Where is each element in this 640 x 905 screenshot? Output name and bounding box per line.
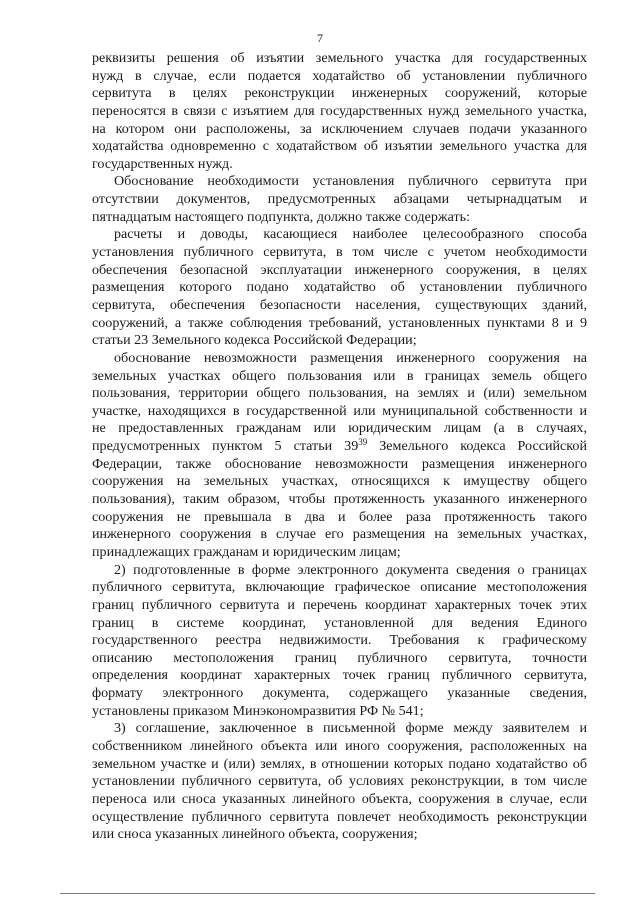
text-segment: предусмотренных пунктом 5 статьи 39 <box>92 438 359 455</box>
text-line: расчеты и доводы, касающиеся наиболее целесообразного способа <box>114 226 587 243</box>
text-line: 2) подготовленные в форме электронного документа сведения о границах <box>114 561 587 578</box>
text-line: собственником линейного объекта или иного сооружения, расположенных на <box>92 737 587 754</box>
text-line: установлении публичного сервитута, об условиях реконструкции, в том числе <box>92 773 587 790</box>
text-line: статьи 23 Земельного кодекса Российской Федерации; <box>92 332 417 349</box>
text-line: переноса или сноса указанных линейного объекта, сооружения в случае, если <box>92 790 587 807</box>
text-line: сервитута, обеспечения безопасности населения, существующих зданий, <box>92 296 587 313</box>
text-line: пользования), таким образом, чтобы протяженность указанного инженерного <box>92 491 587 508</box>
text-line: нужд в случае, если подается ходатайство об установлении публичного <box>92 67 587 84</box>
text-line: реквизиты решения об изъятии земельного участка для государственных <box>92 50 587 66</box>
paragraph-1 <box>92 50 587 173</box>
text-line: сооружения не превышала в два и более раза протяженность такого <box>92 508 587 525</box>
text-line: установлены приказом Минэкономразвития РФ № 541; <box>92 702 424 719</box>
text-line: пользования, территории общего пользования, на землях и (или) земельном <box>92 385 587 402</box>
paragraph-2 <box>92 173 587 226</box>
document-body <box>92 50 587 844</box>
text-line: переносятся в связи с изъятием для государственных нужд земельного участка, <box>92 102 587 119</box>
text-line: не предоставленных гражданам или юридическим лицам (а в случаях, <box>92 420 587 437</box>
text-line: ходатайства одновременно с ходатайством об изъятии земельного участка для <box>92 138 587 155</box>
text-line: или сноса указанных линейного объекта, сооружения; <box>92 826 418 843</box>
text-line: государственных нужд. <box>92 155 233 172</box>
page-number: 7 <box>317 31 323 45</box>
text-line: сервитута в целях реконструкции инженерных сооружений, которые <box>92 85 587 102</box>
text-line: Федерации, также обоснование невозможности размещения инженерного <box>92 455 587 472</box>
text-line: земельном участке и (или) землях, в отношении которых подано ходатайство об <box>92 755 587 772</box>
text-line: формату электронного документа, содержащего указанные сведения, <box>92 685 587 702</box>
text-line: определения координат характерных точек границ публичного сервитута, <box>92 667 587 684</box>
text-line: сооружений, а также соблюдения требований, установленных пунктами 8 и 9 <box>92 314 587 331</box>
text-line: Обоснование необходимости установления публичного сервитута при <box>114 173 587 190</box>
text-line: установления публичного сервитута, в том числе с учетом необходимости <box>92 244 587 261</box>
text-line: участке, находящихся в государственной или муниципальной собственности и <box>92 402 587 419</box>
text-line: государственного реестра недвижимости. Требования к графическому <box>92 632 587 649</box>
text-line: обеспечения безопасной эксплуатации инженерного сооружения, в целях <box>92 261 587 278</box>
paragraph-3 <box>92 226 587 349</box>
text-line: сооружения на земельных участках, относящихся к имуществу общего <box>92 473 587 490</box>
text-line: на котором они расположены, за исключением случаев подачи указанного <box>92 120 587 137</box>
text-line: границ публичного сервитута и перечень координат характерных точек этих <box>92 596 587 613</box>
text-line: пятнадцатым настоящего подпункта, должно также содержать: <box>92 208 471 225</box>
paragraph-4 <box>92 350 587 562</box>
paragraph-6 <box>92 720 587 843</box>
text-line: границ в системе координат, установленной для ведения Единого <box>92 614 587 631</box>
page-bottom-divider <box>60 893 595 894</box>
text-line: осуществление публичного сервитута повлечет необходимость реконструкции <box>92 808 587 825</box>
text-line: инженерного сооружения в случае его размещения на земельных участках, <box>92 526 587 543</box>
paragraph-5 <box>92 562 587 721</box>
text-line: отсутствии документов, предусмотренных абзацами четырнадцатым и <box>92 191 587 208</box>
superscript-39: 39 <box>358 438 368 448</box>
text-line: земельных участках общего пользования или в границах земель общего <box>92 367 587 384</box>
text-line-with-superscript <box>92 438 587 456</box>
text-segment: Земельного кодекса Российской <box>367 438 587 455</box>
text-line: обоснование невозможности размещения инженерного сооружения на <box>114 349 587 366</box>
text-line: принадлежащих гражданам и юридическим лицам; <box>92 543 401 560</box>
text-line: размещения которого подано ходатайство об установлении публичного <box>92 279 587 296</box>
text-line: описанию местоположения границ публичного сервитута, точности <box>92 649 587 666</box>
text-line: 3) соглашение, заключенное в письменной форме между заявителем и <box>114 720 587 737</box>
text-line: публичного сервитута, включающие графическое описание местоположения <box>92 579 587 596</box>
